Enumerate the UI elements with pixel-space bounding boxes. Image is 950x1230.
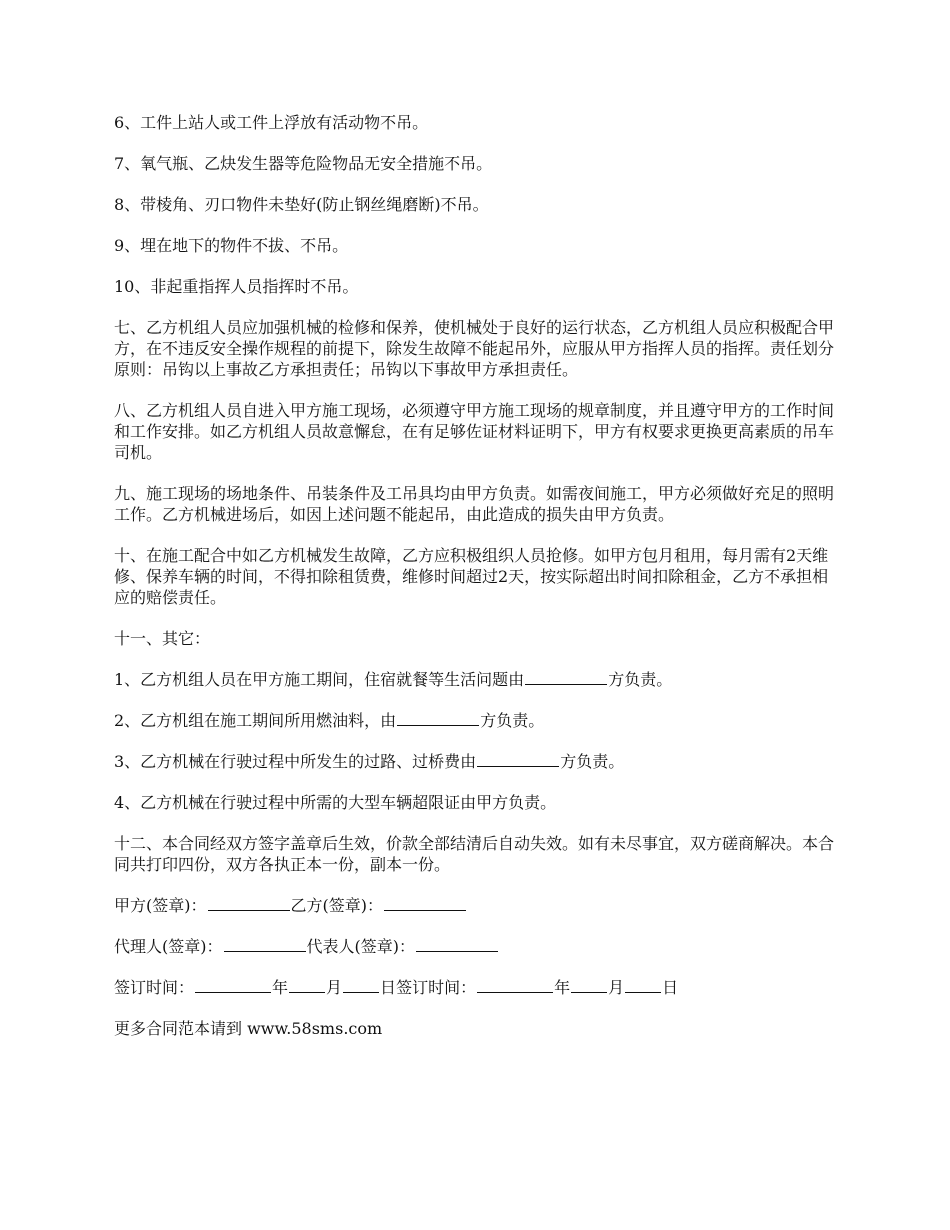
other-item-1 bbox=[114, 669, 842, 690]
list-item: 7、氧气瓶、乙炔发生器等危险物品无安全措施不吊。 bbox=[114, 154, 493, 173]
day-field[interactable] bbox=[343, 977, 379, 993]
contract-page bbox=[114, 112, 842, 1059]
party-a-signature-field[interactable] bbox=[208, 895, 290, 911]
list-item: 9、埋在地下的物件不拔、不吊。 bbox=[114, 236, 349, 255]
agent-signature-field[interactable] bbox=[224, 936, 306, 952]
other-item-1-suffix: 方负责。 bbox=[608, 670, 673, 689]
clause-9: 九、施工现场的场地条件、吊装条件及工吊具均由甲方负责。如需夜间施工，甲方必须做好充足的照明工作。乙方机械进场后，如因上述问题不能起吊，由此造成的损失由甲方负责。 bbox=[114, 484, 835, 524]
signature-row-parties bbox=[114, 895, 842, 916]
signing-time-label: 签订时间： bbox=[396, 978, 477, 997]
day-field[interactable] bbox=[625, 977, 661, 993]
representative-signature-field[interactable] bbox=[416, 936, 498, 952]
other-item-2-text: 2、乙方机组在施工期间所用燃油料，由 bbox=[114, 711, 397, 730]
party-b-signature-label: 乙方(签章)： bbox=[290, 896, 383, 915]
month-field[interactable] bbox=[571, 977, 607, 993]
list-item: 6、工件上站人或工件上浮放有活动物不吊。 bbox=[114, 113, 429, 132]
signing-time-label: 签订时间： bbox=[114, 978, 195, 997]
list-item: 10、非起重指挥人员指挥时不吊。 bbox=[114, 277, 359, 296]
day-label: 日 bbox=[380, 978, 397, 997]
list-item: 8、带棱角、刃口物件未垫好(防止钢丝绳磨断)不吊。 bbox=[114, 195, 489, 214]
section-heading-other: 十一、其它： bbox=[114, 629, 211, 648]
party-a-signature-label: 甲方(签章)： bbox=[114, 896, 207, 915]
other-item-3 bbox=[114, 751, 842, 772]
other-item-3-text: 3、乙方机械在行驶过程中所发生的过路、过桥费由 bbox=[114, 752, 477, 771]
clause-8: 八、乙方机组人员自进入甲方施工现场，必须遵守甲方施工现场的规章制度，并且遵守甲方的工作时间和工作安排。如乙方机组人员故意懈怠，在有足够佐证材料证明下，甲方有权要求更换更高素质的吊车司机。 bbox=[114, 401, 835, 462]
signature-row-agents bbox=[114, 936, 842, 957]
year-label: 年 bbox=[554, 978, 571, 997]
other-item-1-text: 1、乙方机组人员在甲方施工期间，住宿就餐等生活问题由 bbox=[114, 670, 525, 689]
month-field[interactable] bbox=[289, 977, 325, 993]
other-item-4: 4、乙方机械在行驶过程中所需的大型车辆超限证由甲方负责。 bbox=[114, 793, 557, 812]
month-label: 月 bbox=[608, 978, 625, 997]
other-item-2 bbox=[114, 710, 842, 731]
fill-in-blank[interactable] bbox=[477, 751, 559, 767]
year-label: 年 bbox=[272, 978, 289, 997]
clause-12: 十二、本合同经双方签字盖章后生效，价款全部结清后自动失效。如有未尽事宜，双方磋商解决。本合同共打印四份，双方各执正本一份，副本一份。 bbox=[114, 834, 835, 874]
other-item-2-suffix: 方负责。 bbox=[480, 711, 545, 730]
party-b-signature-field[interactable] bbox=[384, 895, 466, 911]
day-label: 日 bbox=[662, 978, 679, 997]
signing-date-row bbox=[114, 977, 842, 998]
clause-7: 七、乙方机组人员应加强机械的检修和保养，使机械处于良好的运行状态，乙方机组人员应积极配合甲方，在不违反安全操作规程的前提下，除发生故障不能起吊外，应服从甲方指挥人员的指挥。责任划分原则：吊钩以上事故乙方承担责任；吊钩以下事故甲方承担责任。 bbox=[114, 318, 835, 379]
year-field[interactable] bbox=[195, 977, 271, 993]
footer-note: 更多合同范本请到 www.58sms.com bbox=[114, 1019, 383, 1038]
representative-signature-label: 代表人(签章)： bbox=[306, 937, 415, 956]
year-field[interactable] bbox=[477, 977, 553, 993]
month-label: 月 bbox=[326, 978, 343, 997]
fill-in-blank[interactable] bbox=[397, 710, 479, 726]
fill-in-blank[interactable] bbox=[525, 669, 607, 685]
agent-signature-label: 代理人(签章)： bbox=[114, 937, 223, 956]
other-item-3-suffix: 方负责。 bbox=[560, 752, 625, 771]
clause-10: 十、在施工配合中如乙方机械发生故障，乙方应积极组织人员抢修。如甲方包月租用，每月需有2天维修、保养车辆的时间，不得扣除租赁费，维修时间超过2天，按实际超出时间扣除租金，乙方不承担相应的赔偿责任。 bbox=[114, 546, 829, 607]
